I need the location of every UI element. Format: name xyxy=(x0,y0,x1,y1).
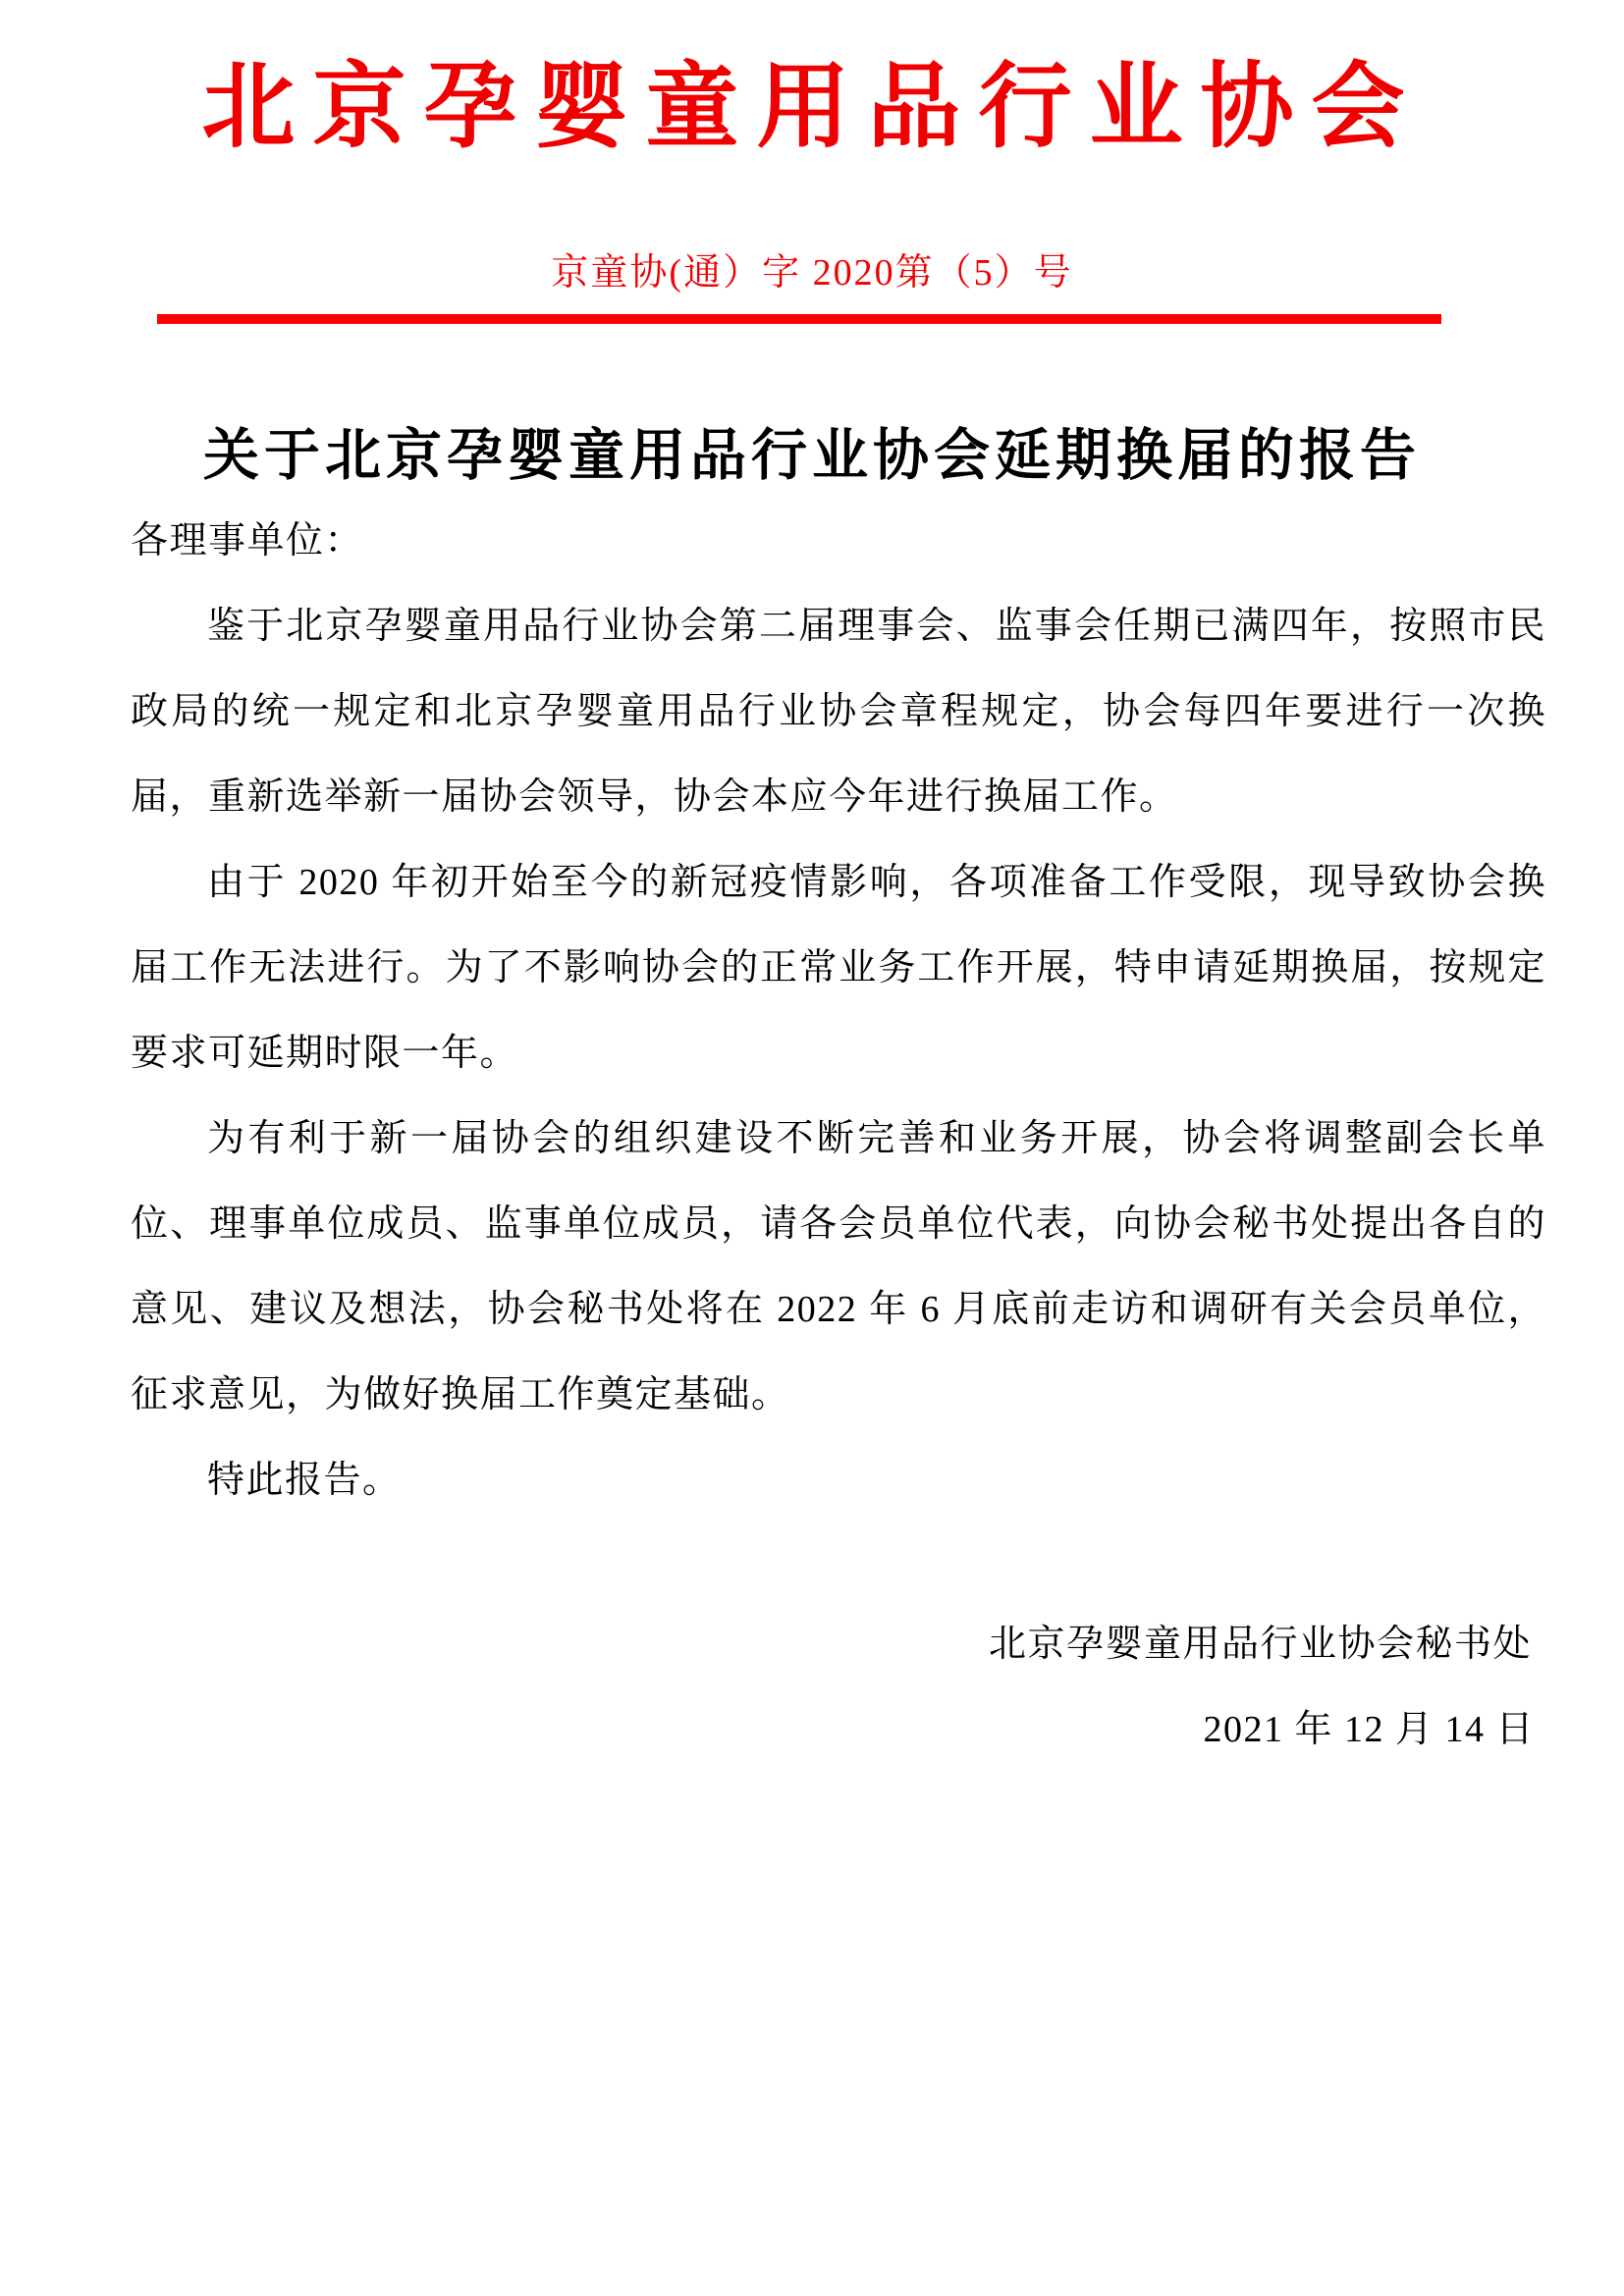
letterhead xyxy=(0,54,1624,324)
signature: 北京孕婴童用品行业协会秘书处 xyxy=(988,1624,1532,1665)
doc-number: 京童协(通）字 2020第（5）号 xyxy=(551,252,1073,294)
red-divider xyxy=(157,314,1441,324)
report-body xyxy=(0,422,1624,1773)
report-title: 关于北京孕婴童用品行业协会延期换届的报告 xyxy=(203,425,1421,487)
paragraph-2: 由于 2020 年初开始至今的新冠疫情影响，各项准备工作受限，现导致协会换届工作无法进行。为了不影响协会的正常业务工作开展，特申请延期换届，按规定要求可延期时限一年。 xyxy=(131,862,1546,1074)
salutation: 各理事单位： xyxy=(131,520,364,561)
paragraph-4: 特此报告。 xyxy=(207,1460,402,1501)
date: 2021 年 12 月 14 日 xyxy=(1203,1709,1535,1750)
paragraph-1: 鉴于北京孕婴童用品行业协会第二届理事会、监事会任期已满四年，按照市民政局的统一规定和北京孕婴童用品行业协会章程规定，协会每四年要进行一次换届，重新选举新一届协会领导，协会本应今年进行换届工作。 xyxy=(131,606,1546,818)
org-title: 北京孕婴童用品行业协会 xyxy=(201,55,1423,159)
report-content xyxy=(131,499,1546,1773)
paragraph-3: 为有利于新一届协会的组织建设不断完善和业务开展，协会将调整副会长单位、理事单位成员、监事单位成员，请各会员单位代表，向协会秘书处提出各自的意见、建议及想法，协会秘书处将在 2022 年 6 月底前走访和调研有关会员单位，征求意见，为做好换届工作奠定基础。 xyxy=(131,1118,1546,1415)
